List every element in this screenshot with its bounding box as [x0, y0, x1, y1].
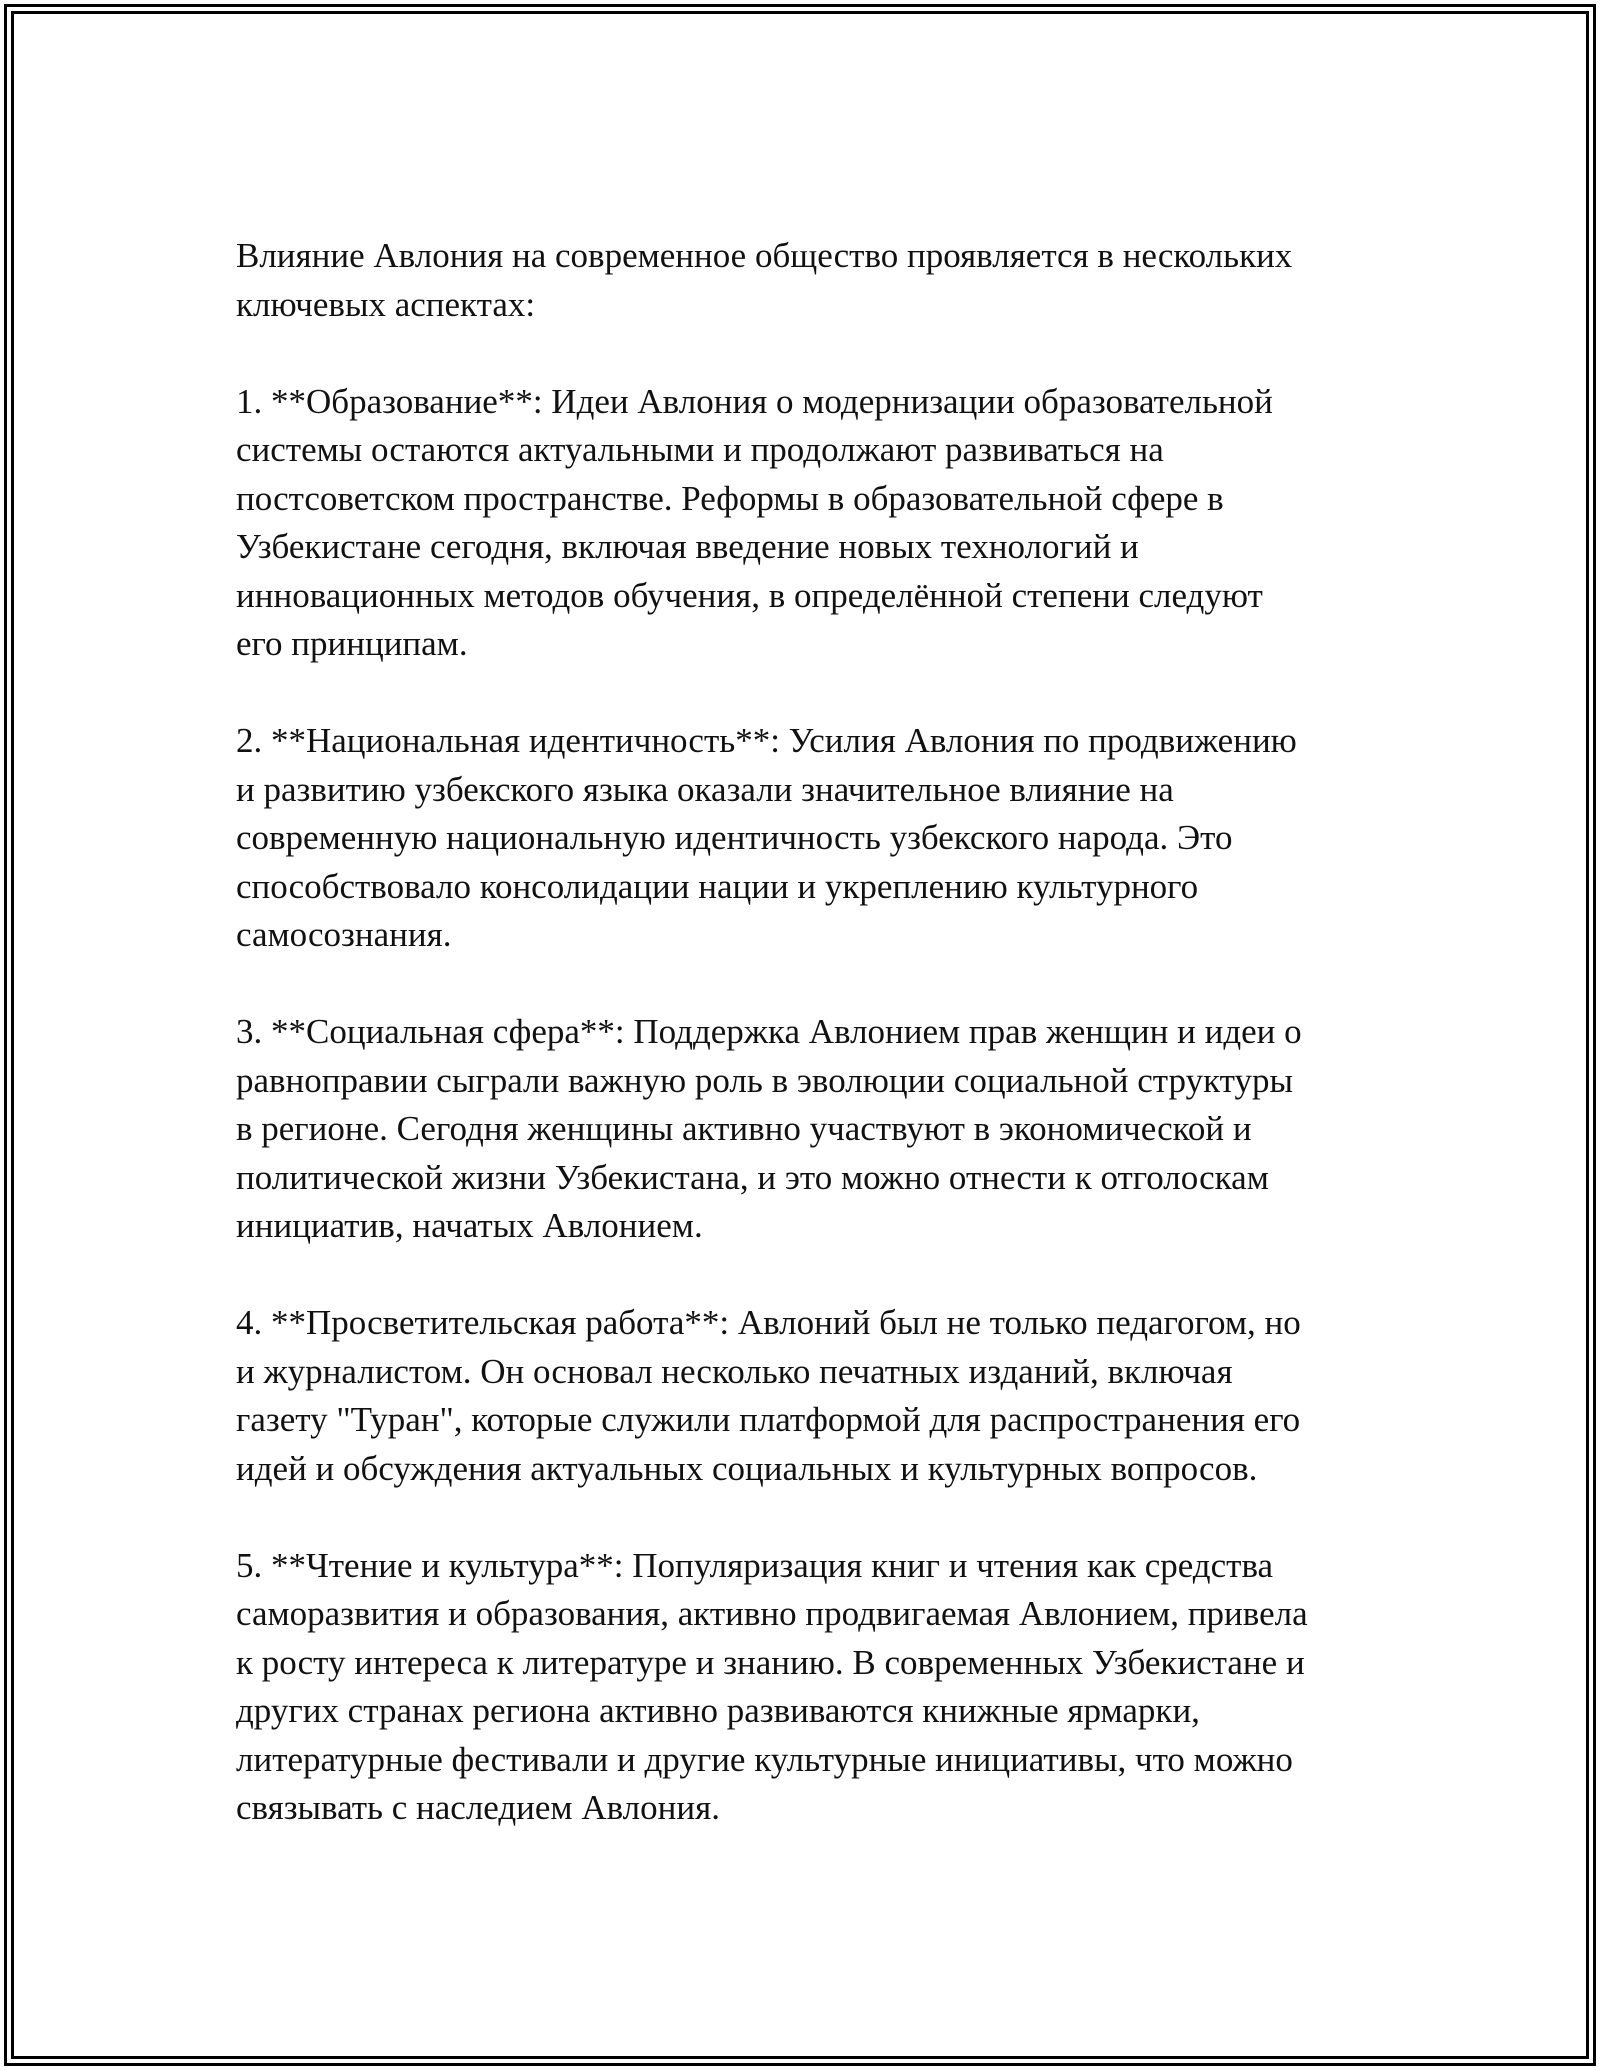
paragraph-reading-culture: 5. **Чтение и культура**: Популяризация книг и чтения как средства саморазвития и образования, активно продвигаемая Авлонием, привела к росту интереса к литературе и знанию. В современных Узбекистане и других странах региона активно развиваются книжные ярмарки, литературные фестивали и другие культурные инициативы, что можно связывать с наследием Авлония.	[236, 1545, 1308, 1827]
document-body	[236, 232, 1376, 1833]
intro-paragraph: Влияние Авлония на современное общество проявляется в нескольких ключевых аспектах:	[236, 236, 1293, 324]
paragraph-social-sphere: 3. **Социальная сфера**: Поддержка Авлонием прав женщин и идеи о равноправии сыграли важную роль в эволюции социальной структуры в регионе. Сегодня женщины активно участвуют в экономической и политической жизни Узбекистана, и это можно отнести к отголоскам инициатив, начатых Авлонием.	[236, 1012, 1302, 1245]
paragraph-education: 1. **Образование**: Идеи Авлония о модернизации образовательной системы остаются актуальными и продолжают развиваться на постсоветском пространстве. Реформы в образовательной сфере в Узбекистане сегодня, включая введение новых технологий и инновационных методов обучения, в определённой степени следуют его принципам.	[236, 381, 1273, 663]
paragraph-national-identity: 2. **Национальная идентичность**: Усилия Авлония по продвижению и развитию узбекского языка оказали значительное влияние на современную национальную идентичность узбекского народа. Это способствовало консолидации нации и укреплению культурного самосознания.	[236, 721, 1297, 954]
paragraph-enlightenment-work: 4. **Просветительская работа**: Авлоний был не только педагогом, но и журналистом. Он основал несколько печатных изданий, включая газету "Туран", которые служили платформой для распространения его идей и обсуждения актуальных социальных и культурных вопросов.	[236, 1303, 1301, 1488]
